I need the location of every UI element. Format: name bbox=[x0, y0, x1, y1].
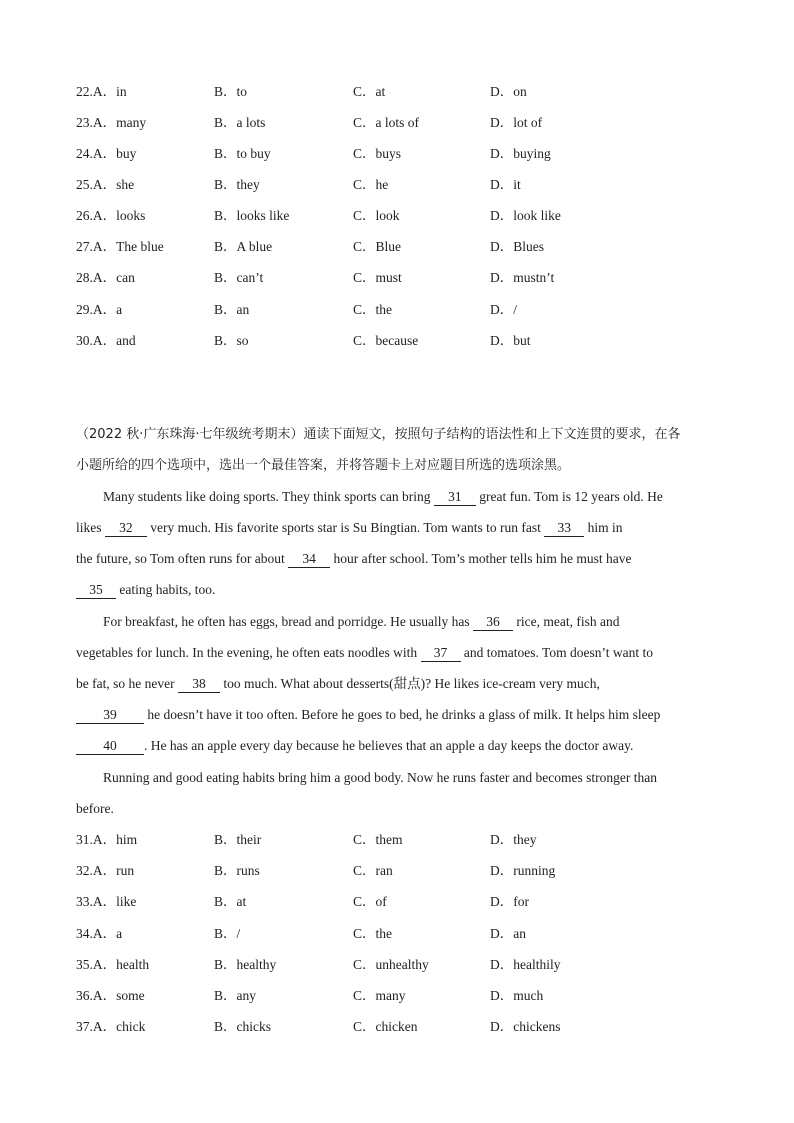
blank-37: 37 bbox=[421, 645, 461, 662]
option-b: B．an bbox=[214, 302, 250, 317]
option-a: 25.A．she bbox=[76, 177, 135, 192]
option-d: D．Blues bbox=[490, 239, 544, 254]
blank-31: 31 bbox=[434, 489, 476, 506]
option-b: B．chicks bbox=[214, 1019, 271, 1034]
option-d: D．much bbox=[490, 988, 544, 1003]
passage-line: likes 32 very much. His favorite sports star is Su Bingtian. Tom wants to run fast 33 him in bbox=[76, 520, 623, 535]
option-d: D．chickens bbox=[490, 1019, 561, 1034]
blank-40: 40 bbox=[76, 738, 144, 755]
option-c: C．unhealthy bbox=[353, 957, 429, 972]
blank-36: 36 bbox=[473, 614, 513, 631]
passage-line: 40 . He has an apple every day because he believes that an apple a day keeps the doctor away. bbox=[76, 736, 633, 756]
option-a: 28.A．can bbox=[76, 270, 135, 285]
passage-line: 35 eating habits, too. bbox=[76, 580, 215, 600]
option-d: D．an bbox=[490, 926, 526, 941]
option-b: B．so bbox=[214, 333, 249, 348]
option-c: C．must bbox=[353, 270, 402, 285]
passage-line: be fat, so he never 38 too much. What about desserts(甜点)? He likes ice-cream very much, bbox=[76, 676, 600, 691]
option-a: 34.A．a bbox=[76, 926, 123, 941]
option-a: 35.A．health bbox=[76, 957, 150, 972]
option-d: D．it bbox=[490, 177, 521, 192]
instructions-line-2: 小题所给的四个选项中，选出一个最佳答案，并将答题卡上对应题目所选的选项涂黑。 bbox=[76, 458, 571, 473]
option-b: B．any bbox=[214, 988, 256, 1003]
passage-line: Running and good eating habits bring him a good body. Now he runs faster and becomes stronger than bbox=[103, 770, 658, 785]
option-d: D．running bbox=[490, 863, 556, 878]
option-a: 24.A．buy bbox=[76, 146, 137, 161]
option-d: D．on bbox=[490, 84, 527, 99]
option-b: B．/ bbox=[214, 926, 241, 941]
option-c: C．buys bbox=[353, 146, 402, 161]
passage-line: For breakfast, he often has eggs, bread and porridge. He usually has 36 rice, meat, fish and bbox=[103, 614, 620, 629]
instructions-line-1: （2022 秋·广东珠海·七年级统考期末）通读下面短文，按照句子结构的语法性和上下文连贯的要求，在各 bbox=[76, 427, 681, 442]
blank-32: 32 bbox=[105, 520, 147, 537]
option-b: B．a lots bbox=[214, 115, 266, 130]
option-c: C．the bbox=[353, 926, 392, 941]
option-d: D．for bbox=[490, 894, 529, 909]
option-d: D．they bbox=[490, 832, 537, 847]
passage-line: the future, so Tom often runs for about 34 hour after school. Tom’s mother tells him he must have bbox=[76, 551, 632, 566]
passage-line: before. bbox=[76, 801, 114, 816]
blank-38: 38 bbox=[178, 676, 220, 693]
option-d: D．/ bbox=[490, 302, 517, 317]
option-b: B．their bbox=[214, 832, 262, 847]
option-a: 37.A．chick bbox=[76, 1019, 146, 1034]
option-c: C．a lots of bbox=[353, 115, 419, 130]
option-c: C．at bbox=[353, 84, 386, 99]
option-b: B．healthy bbox=[214, 957, 277, 972]
option-b: B．they bbox=[214, 177, 260, 192]
option-a: 31.A．him bbox=[76, 832, 138, 847]
option-c: C．he bbox=[353, 177, 389, 192]
option-d: D．look like bbox=[490, 208, 561, 223]
passage-line: vegetables for lunch. In the evening, he often eats noodles with 37 and tomatoes. Tom doesn’t want to bbox=[76, 645, 653, 660]
option-d: D．but bbox=[490, 333, 531, 348]
option-b: B．can’t bbox=[214, 270, 264, 285]
option-c: C．because bbox=[353, 333, 419, 348]
option-b: B．to buy bbox=[214, 146, 271, 161]
passage-line: 39 he doesn’t have it too often. Before he goes to bed, he drinks a glass of milk. It helps him sleep bbox=[76, 705, 660, 725]
option-c: C．chicken bbox=[353, 1019, 418, 1034]
option-a: 33.A．like bbox=[76, 894, 137, 909]
option-a: 27.A．The blue bbox=[76, 239, 164, 254]
option-c: C．the bbox=[353, 302, 392, 317]
option-c: C．Blue bbox=[353, 239, 402, 254]
passage-line: Many students like doing sports. They think sports can bring 31 great fun. Tom is 12 years old. He bbox=[103, 489, 663, 504]
option-c: C．them bbox=[353, 832, 403, 847]
blank-35: 35 bbox=[76, 582, 116, 599]
option-d: D．mustn’t bbox=[490, 270, 555, 285]
blank-34: 34 bbox=[288, 551, 330, 568]
blank-39: 39 bbox=[76, 707, 144, 724]
option-b: B．A blue bbox=[214, 239, 273, 254]
option-a: 22.A．in bbox=[76, 84, 127, 99]
option-a: 36.A．some bbox=[76, 988, 145, 1003]
option-a: 23.A．many bbox=[76, 115, 147, 130]
option-c: C．ran bbox=[353, 863, 393, 878]
option-a: 30.A．and bbox=[76, 333, 136, 348]
option-a: 26.A．looks bbox=[76, 208, 146, 223]
blank-33: 33 bbox=[544, 520, 584, 537]
option-d: D．lot of bbox=[490, 115, 543, 130]
option-b: B．at bbox=[214, 894, 247, 909]
option-c: C．many bbox=[353, 988, 406, 1003]
option-a: 29.A．a bbox=[76, 302, 123, 317]
option-b: B．runs bbox=[214, 863, 260, 878]
option-c: C．of bbox=[353, 894, 387, 909]
option-d: D．buying bbox=[490, 146, 551, 161]
option-a: 32.A．run bbox=[76, 863, 135, 878]
option-d: D．healthily bbox=[490, 957, 561, 972]
option-c: C．look bbox=[353, 208, 400, 223]
option-b: B．to bbox=[214, 84, 248, 99]
option-b: B．looks like bbox=[214, 208, 290, 223]
